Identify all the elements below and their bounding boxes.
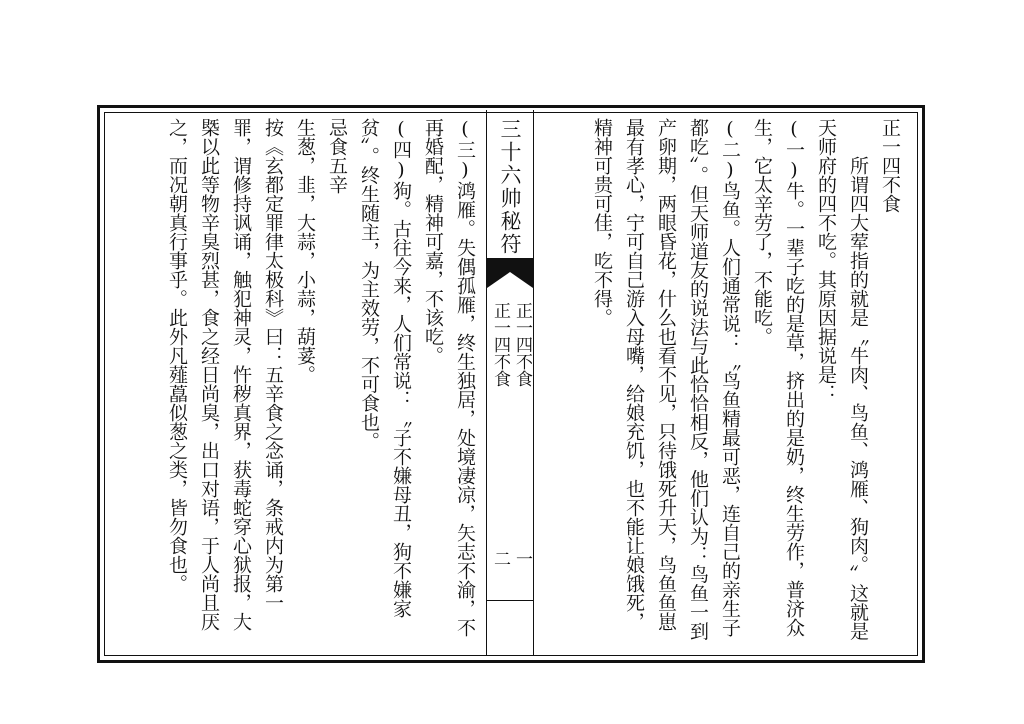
paragraph-bird-fish: (二)鸟鱼。人们通常说：〝鸟鱼精最可恶，连自己的亲生子都吃〞。但天师道友的说法与此恰恰相反，他们认为：鸟鱼一到产卵期，两眼昏花，什么也看不见，只待饿死升天，鸟鱼鱼崽最有孝心，宁可自己游入母嘴，给娘充饥，也不能让娘饿死，精神可贵可佳，吃不得。 (591, 118, 741, 641)
page-number-right: 一 (512, 550, 532, 567)
paragraph-dog: (四)狗。古往今来，人们常说：〝子不嫌母丑，狗不嫌家贫〞。终生随主，为主效劳，不可食也。 (358, 118, 412, 618)
book-spine (486, 110, 534, 656)
spine-rule (487, 600, 533, 601)
paragraph-scripture: 按《玄都定罪律太极科》曰：五辛食之念诵，条戒内为第一罪，谓修持讽诵，触犯神灵，忤秽真界，获毒蛇穿心狱报，大槩以此等物辛臭烈甚，食之经日尚臭，出口对语，于人尚且厌之，而况朝真行事乎。此外凡薤藠似葱之类，皆勿食也。 (166, 118, 284, 631)
paragraph-pungent-list: 生葱，韭，大蒜，小蒜，葫荽。 (294, 118, 316, 384)
fishtail-mark-icon (487, 258, 533, 288)
right-page-text (536, 118, 906, 643)
spine-title: 三十六帅秘符 (498, 118, 522, 256)
spine-section-label-left: 正一四不食 (490, 302, 510, 387)
spine-section-label-right: 正一四不食 (512, 302, 532, 387)
page-number-left: 二 (490, 550, 510, 567)
paragraph-intro: 所谓四大荤指的就是〝牛肉、鸟鱼、鸿雁、狗肉。〞这就是天师府的四不吃。其原因据说是： (815, 118, 869, 641)
paragraph-goose: (三)鸿雁。失偶孤雁，终生独居，处境凄凉，矢志不渝，不再婚配，精神可嘉，不该吃。 (422, 118, 476, 637)
section-heading-four-not-eat: 正一四不食 (879, 118, 901, 213)
paragraph-ox: (一)牛。一辈子吃的是草，挤出的是奶，终生劳作，普济众生，它太辛劳了，不能吃。 (751, 118, 805, 637)
left-page-text (128, 118, 481, 643)
section-heading-five-pungent: 忌食五辛 (326, 118, 348, 194)
